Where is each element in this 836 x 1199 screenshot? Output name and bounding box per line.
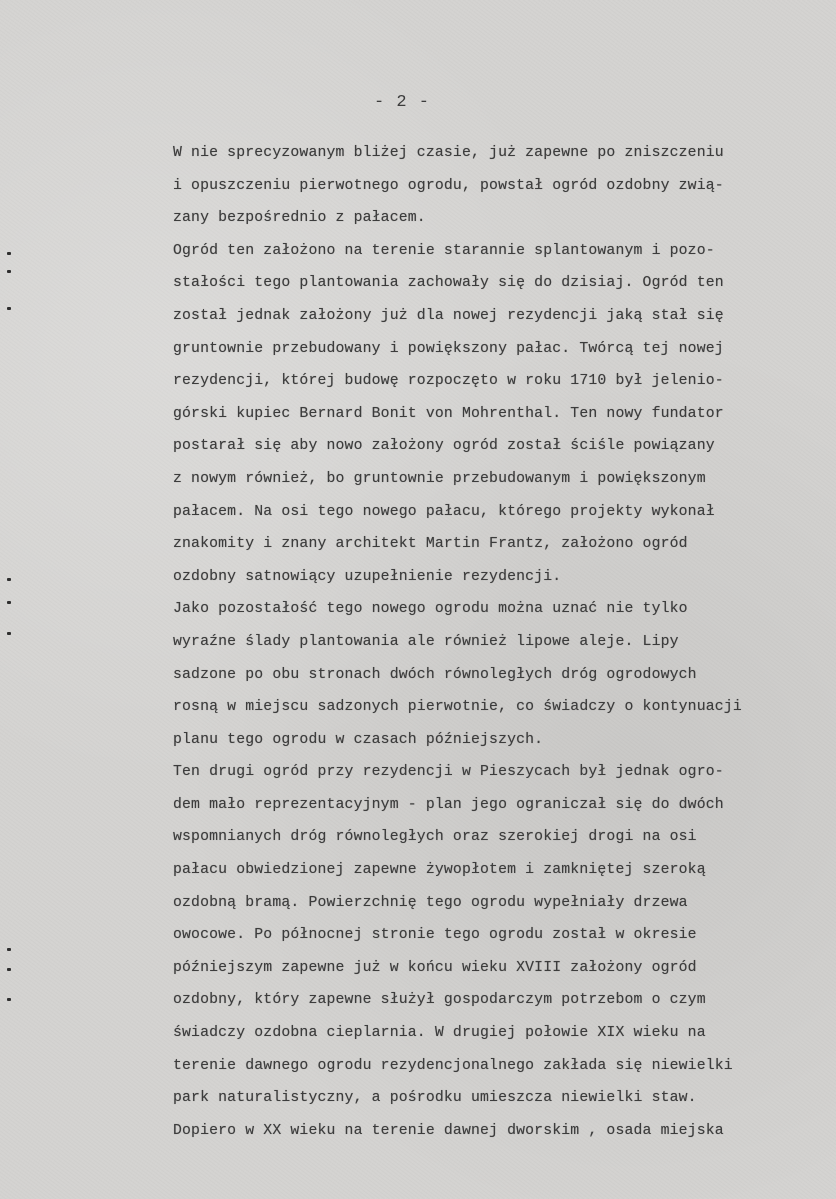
text-line: sadzone po obu stronach dwóch równoległych dróg ogrodowych xyxy=(173,666,697,683)
margin-mark xyxy=(7,601,11,604)
text-line: dem mało reprezentacyjnym - plan jego ograniczał się do dwóch xyxy=(173,796,724,813)
text-line: planu tego ogrodu w czasach późniejszych. xyxy=(173,731,544,748)
text-line: terenie dawnego ogrodu rezydencjonalnego zakłada się niewielki xyxy=(173,1057,733,1074)
text-line: rosną w miejscu sadzonych pierwotnie, co świadczy o kontynuacji xyxy=(173,699,742,716)
margin-mark xyxy=(7,968,11,971)
text-line: rezydencji, której budowę rozpoczęto w roku 1710 był jelenio- xyxy=(173,373,724,390)
body-text xyxy=(173,137,823,1147)
text-line: i opuszczeniu pierwotnego ogrodu, powstał ogród ozdobny zwią- xyxy=(173,177,724,194)
margin-mark xyxy=(7,948,11,951)
text-line: park naturalistyczny, a pośrodku umieszcza niewielki staw. xyxy=(173,1090,697,1107)
margin-mark xyxy=(7,252,11,255)
text-line: późniejszym zapewne już w końcu wieku XVIII założony ogród xyxy=(173,959,697,976)
text-line: owocowe. Po północnej stronie tego ogrodu został w okresie xyxy=(173,927,697,944)
text-line: postarał się aby nowo założony ogród został ściśle powiązany xyxy=(173,438,715,455)
text-line: ozdobny satnowiący uzupełnienie rezydencji. xyxy=(173,568,562,585)
text-line: Ogród ten założono na terenie starannie splantowanym i pozo- xyxy=(173,242,715,259)
text-line: został jednak założony już dla nowej rezydencji jaką stał się xyxy=(173,307,724,324)
text-line: ozdobny, który zapewne służył gospodarczym potrzebom o czym xyxy=(173,992,706,1009)
margin-mark xyxy=(7,307,11,310)
text-line: z nowym również, bo gruntownie przebudowanym i powiększonym xyxy=(173,470,706,487)
text-line: wspomnianych dróg równoległych oraz szerokiej drogi na osi xyxy=(173,829,697,846)
text-line: Dopiero w XX wieku na terenie dawnej dworskim , osada miejska xyxy=(173,1122,724,1139)
margin-mark xyxy=(7,632,11,635)
text-line: Jako pozostałość tego nowego ogrodu można uznać nie tylko xyxy=(173,601,688,618)
text-line: pałacu obwiedzionej zapewne żywopłotem i zamkniętej szeroką xyxy=(173,862,706,879)
text-line: Ten drugi ogród przy rezydencji w Pieszycach był jednak ogro- xyxy=(173,764,724,781)
text-line: ozdobną bramą. Powierzchnię tego ogrodu wypełniały drzewa xyxy=(173,894,688,911)
text-line: górski kupiec Bernard Bonit von Mohrenthal. Ten nowy fundator xyxy=(173,405,724,422)
text-line: wyraźne ślady plantowania ale również lipowe aleje. Lipy xyxy=(173,633,679,650)
text-line: świadczy ozdobna cieplarnia. W drugiej połowie XIX wieku na xyxy=(173,1025,706,1042)
text-line: gruntownie przebudowany i powiększony pałac. Twórcą tej nowej xyxy=(173,340,724,357)
margin-mark xyxy=(7,270,11,273)
text-line: W nie sprecyzowanym bliżej czasie, już zapewne po zniszczeniu xyxy=(173,145,724,161)
text-line: stałości tego plantowania zachowały się do dzisiaj. Ogród ten xyxy=(173,275,724,292)
margin-mark xyxy=(7,578,11,581)
margin-mark xyxy=(7,998,11,1001)
text-line: zany bezpośrednio z pałacem. xyxy=(173,210,426,227)
text-line: znakomity i znany architekt Martin Frantz, założono ogród xyxy=(173,536,688,553)
page-number: - 2 - xyxy=(373,93,430,112)
text-line: pałacem. Na osi tego nowego pałacu, którego projekty wykonał xyxy=(173,503,715,520)
